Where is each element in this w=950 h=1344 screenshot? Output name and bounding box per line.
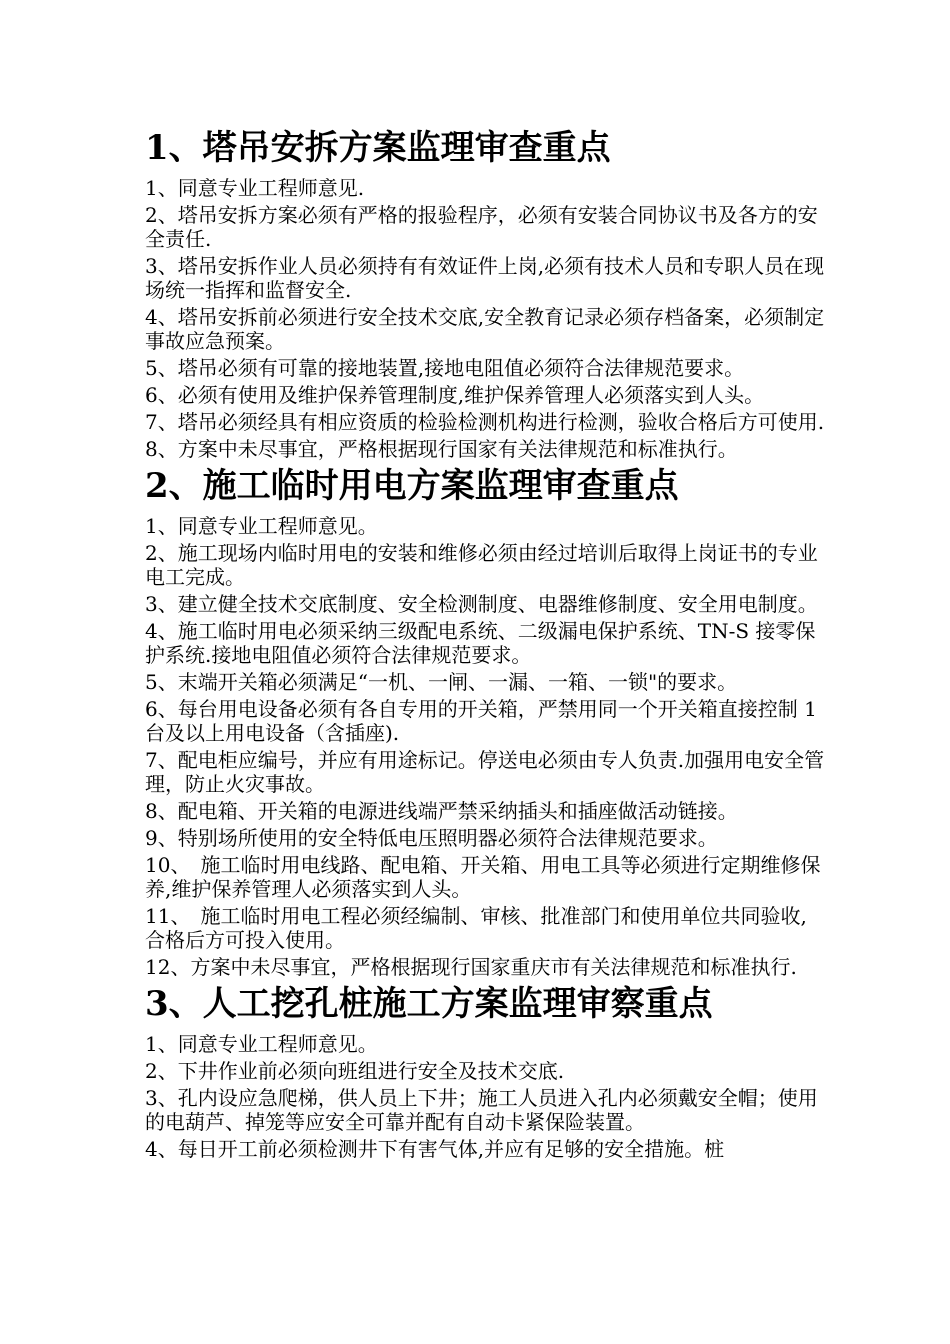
list-item: 12、方案中未尽事宜，严格根据现行国家重庆市有关法律规范和标准执行. (145, 955, 797, 979)
section-manual-pile (145, 982, 825, 1161)
list-item: 1、同意专业工程师意见。 (145, 1032, 378, 1056)
list-item: 7、配电柜应编号，并应有用途标记。停送电必须由专人负责.加强用电安全管理，防止火灾事故。 (145, 748, 825, 796)
list-item: 5、末端开关箱必须满足“一机、一闸、一漏、一箱、一锁"的要求。 (145, 670, 738, 694)
section-tower-crane (145, 126, 825, 461)
list-item: 6、必须有使用及维护保养管理制度,维护保养管理人必须落实到人头。 (145, 383, 765, 407)
list-item: 3、建立健全技术交底制度、安全检测制度、电器维修制度、安全用电制度。 (145, 592, 818, 616)
list-item: 1、同意专业工程师意见. (145, 176, 365, 200)
list-item: 8、方案中未尽事宜，严格根据现行国家有关法律规范和标准执行。 (145, 437, 738, 461)
list-item: 7、塔吊必须经具有相应资质的检验检测机构进行检测，验收合格后方可使用. (145, 410, 825, 434)
list-item: 2、下井作业前必须向班组进行安全及技术交底. (145, 1059, 565, 1083)
section-temporary-power (145, 464, 825, 979)
list-item: 2、施工现场内临时用电的安装和维修必须由经过培训后取得上岗证书的专业电工完成。 (145, 541, 818, 589)
list-item: 11、 施工临时用电工程必须经编制、审核、批准部门和使用单位共同验收,合格后方可投入使用。 (145, 904, 807, 952)
list-item: 3、塔吊安拆作业人员必须持有有效证件上岗,必须有技术人员和专职人员在现场统一指挥和监督安全. (145, 254, 825, 302)
section-title: 3、人工挖孔桩施工方案监理审察重点 (145, 984, 713, 1024)
list-item: 3、孔内设应急爬梯，供人员上下井；施工人员进入孔内必须戴安全帽；使用的电葫芦、掉笼等应安全可靠并配有自动卡紧保险装置。 (145, 1086, 818, 1134)
section-title: 2、施工临时用电方案监理审查重点 (145, 466, 679, 506)
list-item: 5、塔吊必须有可靠的接地装置,接地电阻值必须符合法律规范要求。 (145, 356, 745, 380)
list-item: 1、同意专业工程师意见。 (145, 514, 378, 538)
list-item: 2、塔吊安拆方案必须有严格的报验程序，必须有安装合同协议书及各方的安全责任. (145, 203, 818, 251)
list-item: 8、配电箱、开关箱的电源进线端严禁采纳插头和插座做活动链接。 (145, 799, 738, 823)
list-item: 4、施工临时用电必须采纳三级配电系统、二级漏电保护系统、TN-S 接零保护系统.接地电阻值必须符合法律规范要求。 (145, 619, 816, 667)
list-item: 4、塔吊安拆前必须进行安全技术交底,安全教育记录必须存档备案，必须制定事故应急预案。 (145, 305, 825, 353)
document-page (145, 126, 825, 1164)
section-title: 1、塔吊安拆方案监理审查重点 (145, 128, 611, 168)
list-item: 4、每日开工前必须检测井下有害气体,并应有足够的安全措施。桩 (145, 1137, 725, 1161)
list-item: 10、 施工临时用电线路、配电箱、开关箱、用电工具等必须进行定期维修保养,维护保养管理人必须落实到人头。 (145, 853, 821, 901)
list-item: 6、每台用电设备必须有各自专用的开关箱，严禁用同一个开关箱直接控制 1 台及以上用电设备（含插座). (145, 697, 817, 745)
list-item: 9、特别场所使用的安全特低电压照明器必须符合法律规范要求。 (145, 826, 718, 850)
